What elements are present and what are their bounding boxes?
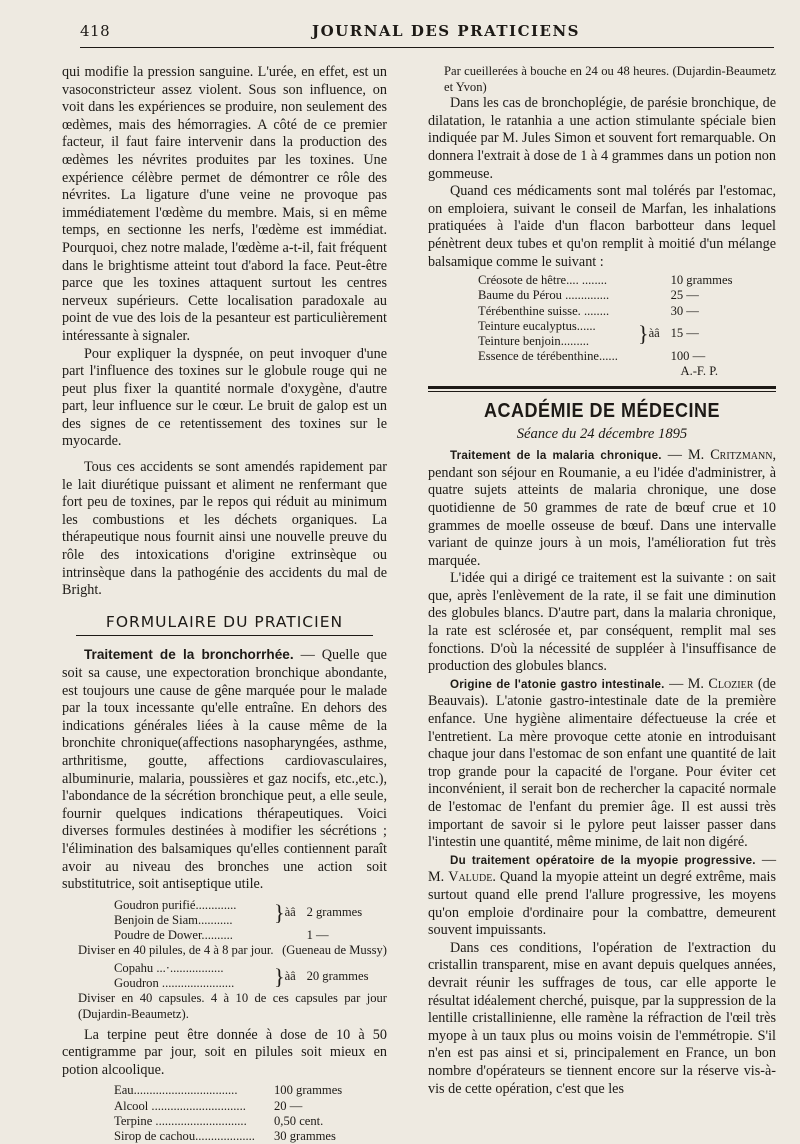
dash: — M. [661,447,711,464]
brace: } [638,321,649,347]
ingredient: Teinture benjoin......... [478,333,590,348]
ingredient: Benjoin de Siam........... [114,912,233,927]
ingredient: Térébenthine suisse. ........ [478,303,610,318]
author: Clozier [708,675,754,692]
left-column [62,64,387,1144]
section-double-rule [428,386,776,392]
quantity: 100 grammes [274,1083,343,1098]
header-rule [80,47,774,48]
quantity: 30 — [670,303,699,318]
malaria-section [428,447,776,570]
prescription-row [114,1129,342,1144]
brace: } [274,900,285,926]
bronchorrhee-section [62,646,387,893]
prescription-row [478,304,732,319]
paragraph: Quand ces médicaments sont mal tolérés par l'estomac, on emploiera, suivant le conseil de Marfan, les inhalations pratiquées à l'aide d'un flacon barbotteur dans lequel pénètrent deux tubes et qu'on remplit à moitié d'un mélange balsamique comme le suivant : [428,183,776,270]
dose-marker: àâ [284,905,296,920]
quantity: 15 — [670,326,699,341]
ingredient: Créosote de hêtre.... ........ [478,273,608,288]
ingredient: Teinture eucalyptus...... [478,318,596,333]
academie-heading: ACADÉMIE DE MÉDECINE [483,398,721,422]
paragraph: Dans ces conditions, l'opération de l'extraction du cristallin transparent, mise en avant depuis quelques années, devrait réunir les suffrages de tous, car elle apporte le résultat idéalement cherché, puisque, par la suppression de la lentille cristallinienne, elle ramène la réfraction de l'œil très myope à un taux plus ou moins voisin de l'emmétropie. S'il n'en est pas ainsi et si, principalement en France, un bon nombre d'opérateurs se tiennent encore sur la réserve vis-à-vis de cette opération, c'est que les [428,939,776,1097]
paragraph: La terpine peut être donnée à dose de 10 à 50 centigramme par jour, soit en pilules soit mieux en potion alcoolique. [62,1026,387,1078]
seance-date: Séance du 24 décembre 1895 [516,425,688,442]
paragraph: qui modifie la pression sanguine. L'urée, en effet, est un vasoconstricteur assez violent. Sous son influence, on voit dans les expériences se produire, non seulement des œdèmes, mais des hémorragies. A côté de ce premier facteur, il faut faire intervenir dans la production des œdèmes les névrites produites par les toxines. Une expérience célèbre permet de démontrer ce rôle des névrites. La ligature d'une veine ne provoque pas immédiatement l'œdème du membre. Mais, si en même temps, en sectionne les nerfs, l'œdème est immédiat. Pourquoi, chez notre malade, l'œdème a-t-il, fait fréquent dans le brightisme atteint tout d'abord la face. Peut-être parce que les toxines attaquent surtout les centres nerveux supérieurs. Cette localisation paradoxale au point de vue des lois de la pesanteur est particulièrement intéressante à signaler. [62,64,387,344]
ingredient: Sirop de cachou................... [114,1128,255,1143]
running-title: JOURNAL DES PRATICIENS [312,22,580,40]
dose-marker: àâ [284,968,296,983]
prescription-note: Par cueillerées à bouche en 24 ou 48 heures. (Dujardin-Beaumetz et Yvon) [444,64,776,94]
brace: } [274,963,285,989]
note-author: (Gueneau de Mussy) [282,943,387,958]
paragraph: L'idée qui a dirigé ce traitement est la suivante : on sait que, après l'enlèvement de la rate, il se fait une diminution des globules blancs. D'autre part, dans la malaria chronique, la rate est sclérosée et, par conséquent, remplit mal ses fonctions. D'où la nécessité de suppléer à l'insuffisance de production des globules blancs. [428,570,776,675]
prescription-note: Diviser en 40 capsules. 4 à 10 de ces capsules par jour (Dujardin-Beaumetz). [78,991,387,1021]
myopie-section [428,852,776,940]
author: Valude. [448,869,496,886]
signature: A.-F. P. [680,364,718,379]
heading-rule [76,635,373,636]
quantity: 20 — [274,1098,303,1113]
formulaire-heading: FORMULAIRE DU PRATICIEN [105,612,344,631]
prescription-2 [114,961,368,991]
ingredient: Copahu ...·................. [114,960,224,975]
prescription-1 [114,898,362,944]
quantity: 10 grammes [670,273,733,288]
note-text: Diviser en 40 pilules, de 4 à 8 par jour. [78,943,274,958]
section-title: Du traitement opératoire de la myopie progressive. [450,853,756,867]
prescription-row [114,1114,342,1129]
quantity: 100 — [670,349,706,364]
ingredient: Poudre de Dower.......... [114,928,233,943]
prescription-3 [114,1083,342,1144]
ingredient: Terpine ............................. [114,1113,247,1128]
prescription-row [478,273,732,288]
prescription-row [114,1083,342,1098]
quantity: 1 — [306,928,329,943]
dash: — M. [428,851,777,886]
prescription-note [62,943,387,959]
prescription-row [114,1099,342,1114]
section-text: pendant son séjour en Roumanie, a eu l'idée d'administrer, à quatre sujets atteints de malaria chronique, une dose quotidienne de 50 grammes de rate de bœuf crue et 10 grammes de moelle osseuse de bœuf. Dans une intervalle variant de quinze jours à un mois, l'amélioration fut très marquée. [428,464,776,569]
prescription-4 [478,273,732,364]
ingredient: Baume du Pérou .............. [478,288,610,303]
right-column [428,64,776,1098]
author: Critzmann, [710,447,776,464]
section-text: (de Beauvais). L'atonie gastro-intestinale date de la première enfance. Une hygiène alimentaire défectueuse la crée et l'entretient. La mère provoque cette atonie en introduisant chaque jour dans l'estomac de son enfant une quantité de lait trop grande pour la capacité de l'organe. Pour éviter cet inconvénient, il serait bon de rechercher la capacité normale de l'estomac de l'enfant du premier âge. Il est aussi très important de savoir si le pylore peut laisser passer dans l'intestin une quantité, même minime, de lait non digéré. [428,675,776,851]
quantity: 0,50 cent. [274,1113,324,1128]
paragraph: Dans les cas de bronchoplégie, de parésie bronchique, de dilatation, le ratanhia a une action stimulante spéciale bien indiquée par M. Jules Simon et souvent fort remarquable. On donnera l'extrait à dose de 1 à 4 grammes dans un potion non gommeuse. [428,95,776,182]
prescription-row [478,288,732,303]
section-text: — Quelle que soit sa cause, une expectoration bronchique abondante, est toujours une cause de gêne marquée pour le malade par la toux incessante qu'elle entraîne. En dehors des indications générales liées à la cause même de la bronchite chronique(affections nasopharyngées, asthme, arthritisme, goutte, affections cardiovasculaires, albuminurie, malaria, poussières et gaz nocifs, etc.,etc.), l'abondance de la sécrétion bronchique peut, a elle seule, fournir quelques indications thérapeutiques. Voici diverses formules destinées à modifier les sécrétions ; l'élimination des balsamiques qu'elles contiennent paraît avoir au niveau des bronches une action soit substitutrice, soit antiseptique utile. [62,647,387,893]
ingredient: Goudron ....................... [114,976,235,991]
section-title: Traitement de la bronchorrhée. [84,647,294,663]
ingredient: Goudron purifié............. [114,897,237,912]
section-title: Traitement de la malaria chronique. [450,449,662,463]
atonie-section [428,676,776,852]
dash: — M. [664,675,709,692]
ingredient: Alcool .............................. [114,1098,246,1113]
quantity: 25 — [670,288,699,303]
ingredient: Essence de térébenthine...... [478,349,618,364]
paragraph: Tous ces accidents se sont amendés rapidement par le lait diurétique puissant et aliment ne renfermant que fort peu de toxines, par le repos qui réduit au minimum les combustions et les déchets organiques. La thérapeutique nous fournit ainsi une nouvelle preuve du rôle des intoxications d'origine extrinsèque ou intrinsèque dans la pathogénie des accidents du mal de Bright. [62,459,387,599]
dose-marker: àâ [648,326,660,341]
paragraph: Pour expliquer la dyspnée, on peut invoquer d'une part l'influence des toxines sur le globule rouge qui ne peut plus fixer la quantité normale d'oxygène, d'autre part, leur influence sur le cœur. Le bruit de galop est un des signes de ce retentissement des toxines sur le myocarde. [62,345,387,450]
ingredient: Eau................................. [114,1083,238,1098]
page-number: 418 [80,22,111,40]
quantity: 2 grammes [306,905,363,920]
quantity: 30 grammes [274,1128,336,1143]
quantity: 20 grammes [306,968,369,983]
section-title: Origine de l'atonie gastro intestinale. [450,677,665,691]
section-text: Quand la myopie atteint un degré extrême, mais surtout quand elle prend l'allure progressive, les moyens qu'on emploie d'ordinaire pour la combattre, demeurent souvent impuissants. [428,869,776,939]
